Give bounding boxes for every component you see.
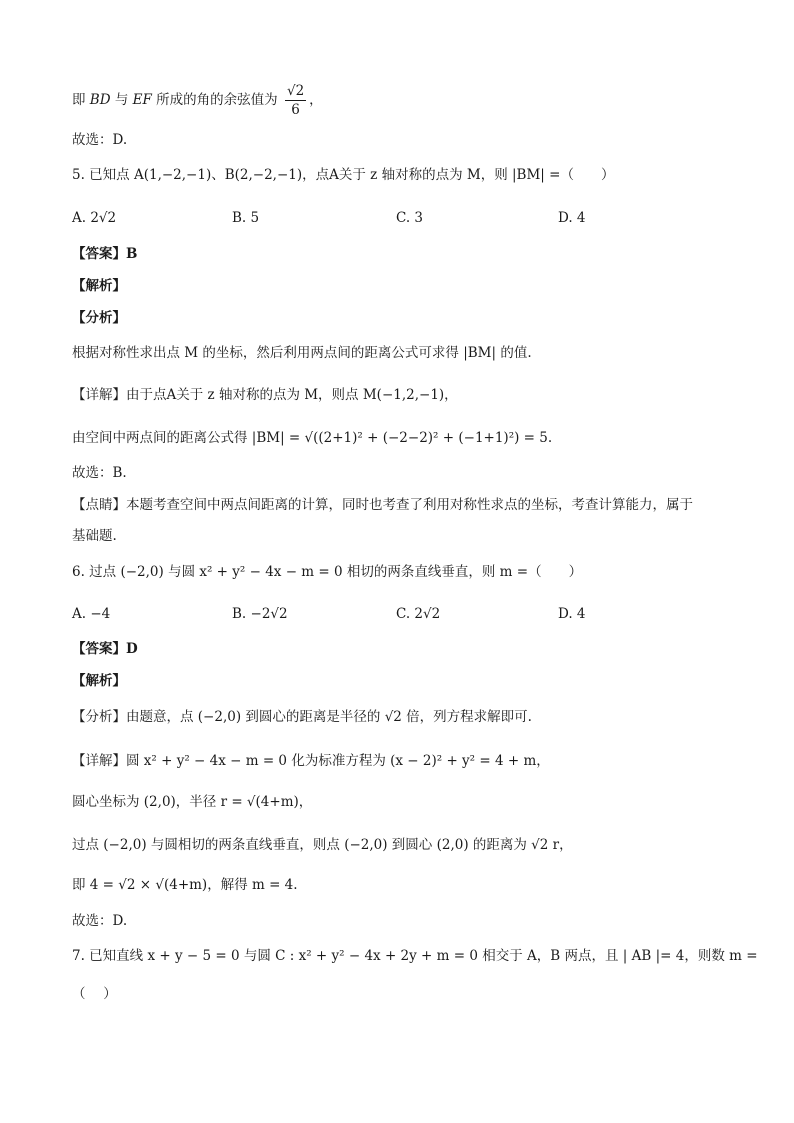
- q5-fenxi: 【分析】: [72, 310, 126, 326]
- q6-detail-2: 圆心坐标为 (2,0)，半径 r = √(4+m)，: [72, 794, 313, 810]
- q6-stem: 6. 过点 (−2,0) 与圆 x² + y² − 4x − m = 0 相切的两条直线垂直，则 m =（ ）: [72, 564, 583, 580]
- q5-answer: 【答案】B: [72, 246, 138, 262]
- text-mid: 与: [110, 92, 133, 108]
- q6-option-b: B. −2√2: [232, 606, 288, 622]
- q5-dianjing-2: 基础题.: [72, 528, 117, 544]
- q6-detail-1: 【详解】圆 x² + y² − 4x − m = 0 化为标准方程为 (x − 2)² + y² = 4 + m，: [72, 753, 550, 769]
- q6-fenxi: 【分析】由题意，点 (−2,0) 到圆心的距离是半径的 √2 倍，列方程求解即可.: [72, 709, 532, 725]
- q5-fenxi-text: 根据对称性求出点 M 的坐标，然后利用两点间的距离公式可求得 |BM| 的值.: [72, 345, 532, 361]
- fraction: [285, 82, 306, 119]
- q5-option-b: B. 5: [232, 210, 260, 226]
- q7-paren: （ ）: [72, 986, 117, 1002]
- text-end: ，: [309, 92, 323, 108]
- q6-answer: 【答案】D: [72, 641, 138, 657]
- q6-option-a: A. −4: [72, 606, 111, 622]
- q5-choose: 故选：B.: [72, 465, 127, 481]
- q6-option-d: D. 4: [558, 606, 586, 622]
- q5-detail-1: 【详解】由于点A关于 z 轴对称的点为 M，则点 M(−1,2,−1)，: [72, 387, 458, 403]
- text-suffix: 所成的角的余弦值为: [151, 92, 278, 108]
- q5-jiexi: 【解析】: [72, 278, 126, 294]
- fraction-denominator: 6: [291, 102, 300, 118]
- q5-stem: 5. 已知点 A(1,−2,−1)、B(2,−2,−1)，点A关于 z 轴对称的点为 M，则 |BM| =（ ）: [72, 167, 615, 183]
- fraction-numerator: √2: [286, 83, 305, 99]
- q6-detail-4: 即 4 = √2 × √(4+m)，解得 m = 4.: [72, 877, 298, 893]
- q6-jiexi: 【解析】: [72, 673, 126, 689]
- q5-option-a: A. 2√2: [72, 210, 117, 226]
- q5-dianjing-1: 【点睛】本题考查空间中两点间距离的计算，同时也考查了利用对称性求点的坐标，考查计算能力，属于: [72, 497, 693, 513]
- q6-choose: 故选：D.: [72, 913, 128, 929]
- q5-detail-2: 由空间中两点间的距离公式得 |BM| = √((2+1)² + (−2−2)² + (−1+1)²) = 5.: [72, 430, 553, 446]
- segment-ef: EF: [132, 92, 152, 108]
- q5-option-c: C. 3: [396, 210, 424, 226]
- text-prefix: 即: [72, 92, 90, 108]
- segment-bd: BD: [89, 92, 111, 108]
- choose-line: 故选：D.: [72, 132, 128, 148]
- q6-option-c: C. 2√2: [396, 606, 441, 622]
- line-cosine-result: [72, 82, 323, 119]
- q7-stem: 7. 已知直线 x + y − 5 = 0 与圆 C : x² + y² − 4x + 2y + m = 0 相交于 A，B 两点，且 | AB |= 4，则数 m =: [72, 948, 758, 964]
- q6-detail-3: 过点 (−2,0) 与圆相切的两条直线垂直，则点 (−2,0) 到圆心 (2,0) 的距离为 √2 r，: [72, 837, 573, 853]
- q5-option-d: D. 4: [558, 210, 586, 226]
